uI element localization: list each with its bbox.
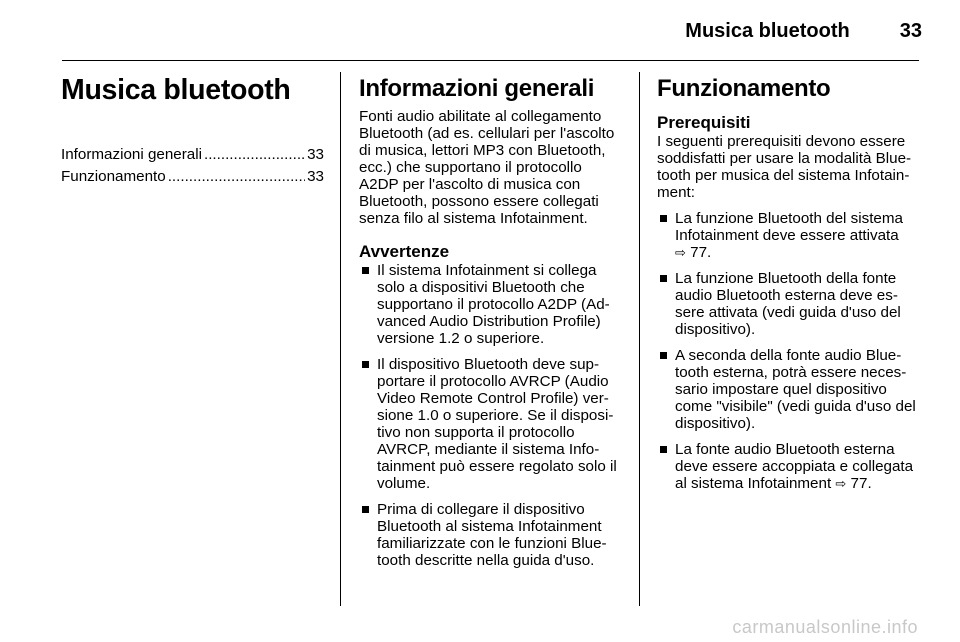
watermark: carmanualsonline.info <box>732 617 918 637</box>
prerequisites-intro: I seguenti prerequisiti devono essere soddisfatti per usare la modalità Blue-tooth per musica del sistema Infotain-ment: <box>657 133 912 201</box>
table-of-contents <box>61 146 324 190</box>
prerequisite-item <box>657 347 922 432</box>
warnings-list <box>359 262 624 569</box>
bullet-square-icon <box>660 215 667 222</box>
bullet-square-icon <box>660 352 667 359</box>
bullet-square-icon <box>660 275 667 282</box>
warning-item <box>359 356 624 492</box>
prerequisite-item <box>657 441 922 492</box>
warning-text: Il sistema Infotainment si collega solo a dispositivi Bluetooth che supportano il protocollo A2DP (Ad-vanced Audio Distribution Profile) versione 1.2 o superiore. <box>377 262 610 347</box>
warning-text: Prima di collegare il dispositivo Bluetooth al sistema Infotainment familiarizzate con le funzioni Blue-tooth descritte nella guida d'uso. <box>377 501 607 569</box>
header-section-title: Musica bluetooth <box>685 20 850 42</box>
toc-entry-label[interactable]: Informazioni generali <box>61 146 202 163</box>
toc-entry-funzionamento[interactable] <box>61 168 324 190</box>
bullet-square-icon <box>362 361 369 368</box>
toc-entry-page[interactable]: 33 <box>307 168 324 185</box>
warning-item <box>359 501 624 569</box>
prerequisite-item <box>657 210 922 261</box>
column-divider-2 <box>639 72 640 606</box>
page-reference-arrow-icon[interactable]: ⇨ <box>675 245 686 260</box>
page-reference[interactable]: 77. <box>850 475 872 492</box>
prerequisites-heading: Prerequisiti <box>657 113 751 132</box>
prerequisite-text: La fonte audio Bluetooth esterna deve essere accoppiata e collegata al sistema Infotainment <box>675 441 914 492</box>
prerequisite-item <box>657 270 922 338</box>
section-title-informazioni-generali: Informazioni generali <box>359 75 595 102</box>
chapter-title: Musica bluetooth <box>61 74 291 106</box>
prerequisite-text: A seconda della fonte audio Blue-tooth esterna, potrà essere neces-sario impostare quel dispositivo come "visibile" (vedi guida d'uso del dispositivo). <box>675 347 916 432</box>
page-reference[interactable]: 77. <box>690 244 712 261</box>
running-header <box>685 20 922 43</box>
toc-entry-label[interactable]: Funzionamento <box>61 168 166 185</box>
toc-entry-informazioni-generali[interactable] <box>61 146 324 168</box>
intro-paragraph: Fonti audio abilitate al collegamento Bluetooth (ad es. cellulari per l'ascolto di musica, lettori MP3 con Bluetooth, ecc.) che supportano il protocollo A2DP per l'ascolto di musica con Bluetooth, possono essere collegati senza filo al sistema Infotainment. <box>359 108 615 227</box>
header-rule <box>62 60 919 61</box>
warning-item <box>359 262 624 347</box>
section-title-funzionamento: Funzionamento <box>657 75 831 102</box>
bullet-square-icon <box>660 446 667 453</box>
bullet-square-icon <box>362 506 369 513</box>
column-toc <box>61 74 324 190</box>
warning-text: Il dispositivo Bluetooth deve sup-portare il protocollo AVRCP (Audio Video Remote Control Profile) ver-sione 1.0 o superiore. Se il disposi-tivo non supporta il protocollo AVRCP, mediante il sistema Info-tainment può essere regolato solo il volume. <box>377 356 617 492</box>
prerequisite-text: La funzione Bluetooth del sistema Infotainment deve essere attivata <box>675 210 903 244</box>
warnings-heading: Avvertenze <box>359 242 450 261</box>
column-divider-1 <box>340 72 341 606</box>
toc-leader-dots <box>204 146 305 163</box>
toc-entry-page[interactable]: 33 <box>307 146 324 163</box>
page-reference-arrow-icon[interactable]: ⇨ <box>835 476 847 491</box>
column-funzionamento <box>657 74 922 492</box>
toc-leader-dots <box>168 168 305 185</box>
column-informazioni-generali <box>359 74 624 569</box>
bullet-square-icon <box>362 267 369 274</box>
prerequisites-list <box>657 210 922 492</box>
prerequisite-text: La funzione Bluetooth della fonte audio Bluetooth esterna deve es-sere attivata (vedi guida d'uso del dispositivo). <box>675 270 901 338</box>
header-page-number: 33 <box>899 20 922 42</box>
